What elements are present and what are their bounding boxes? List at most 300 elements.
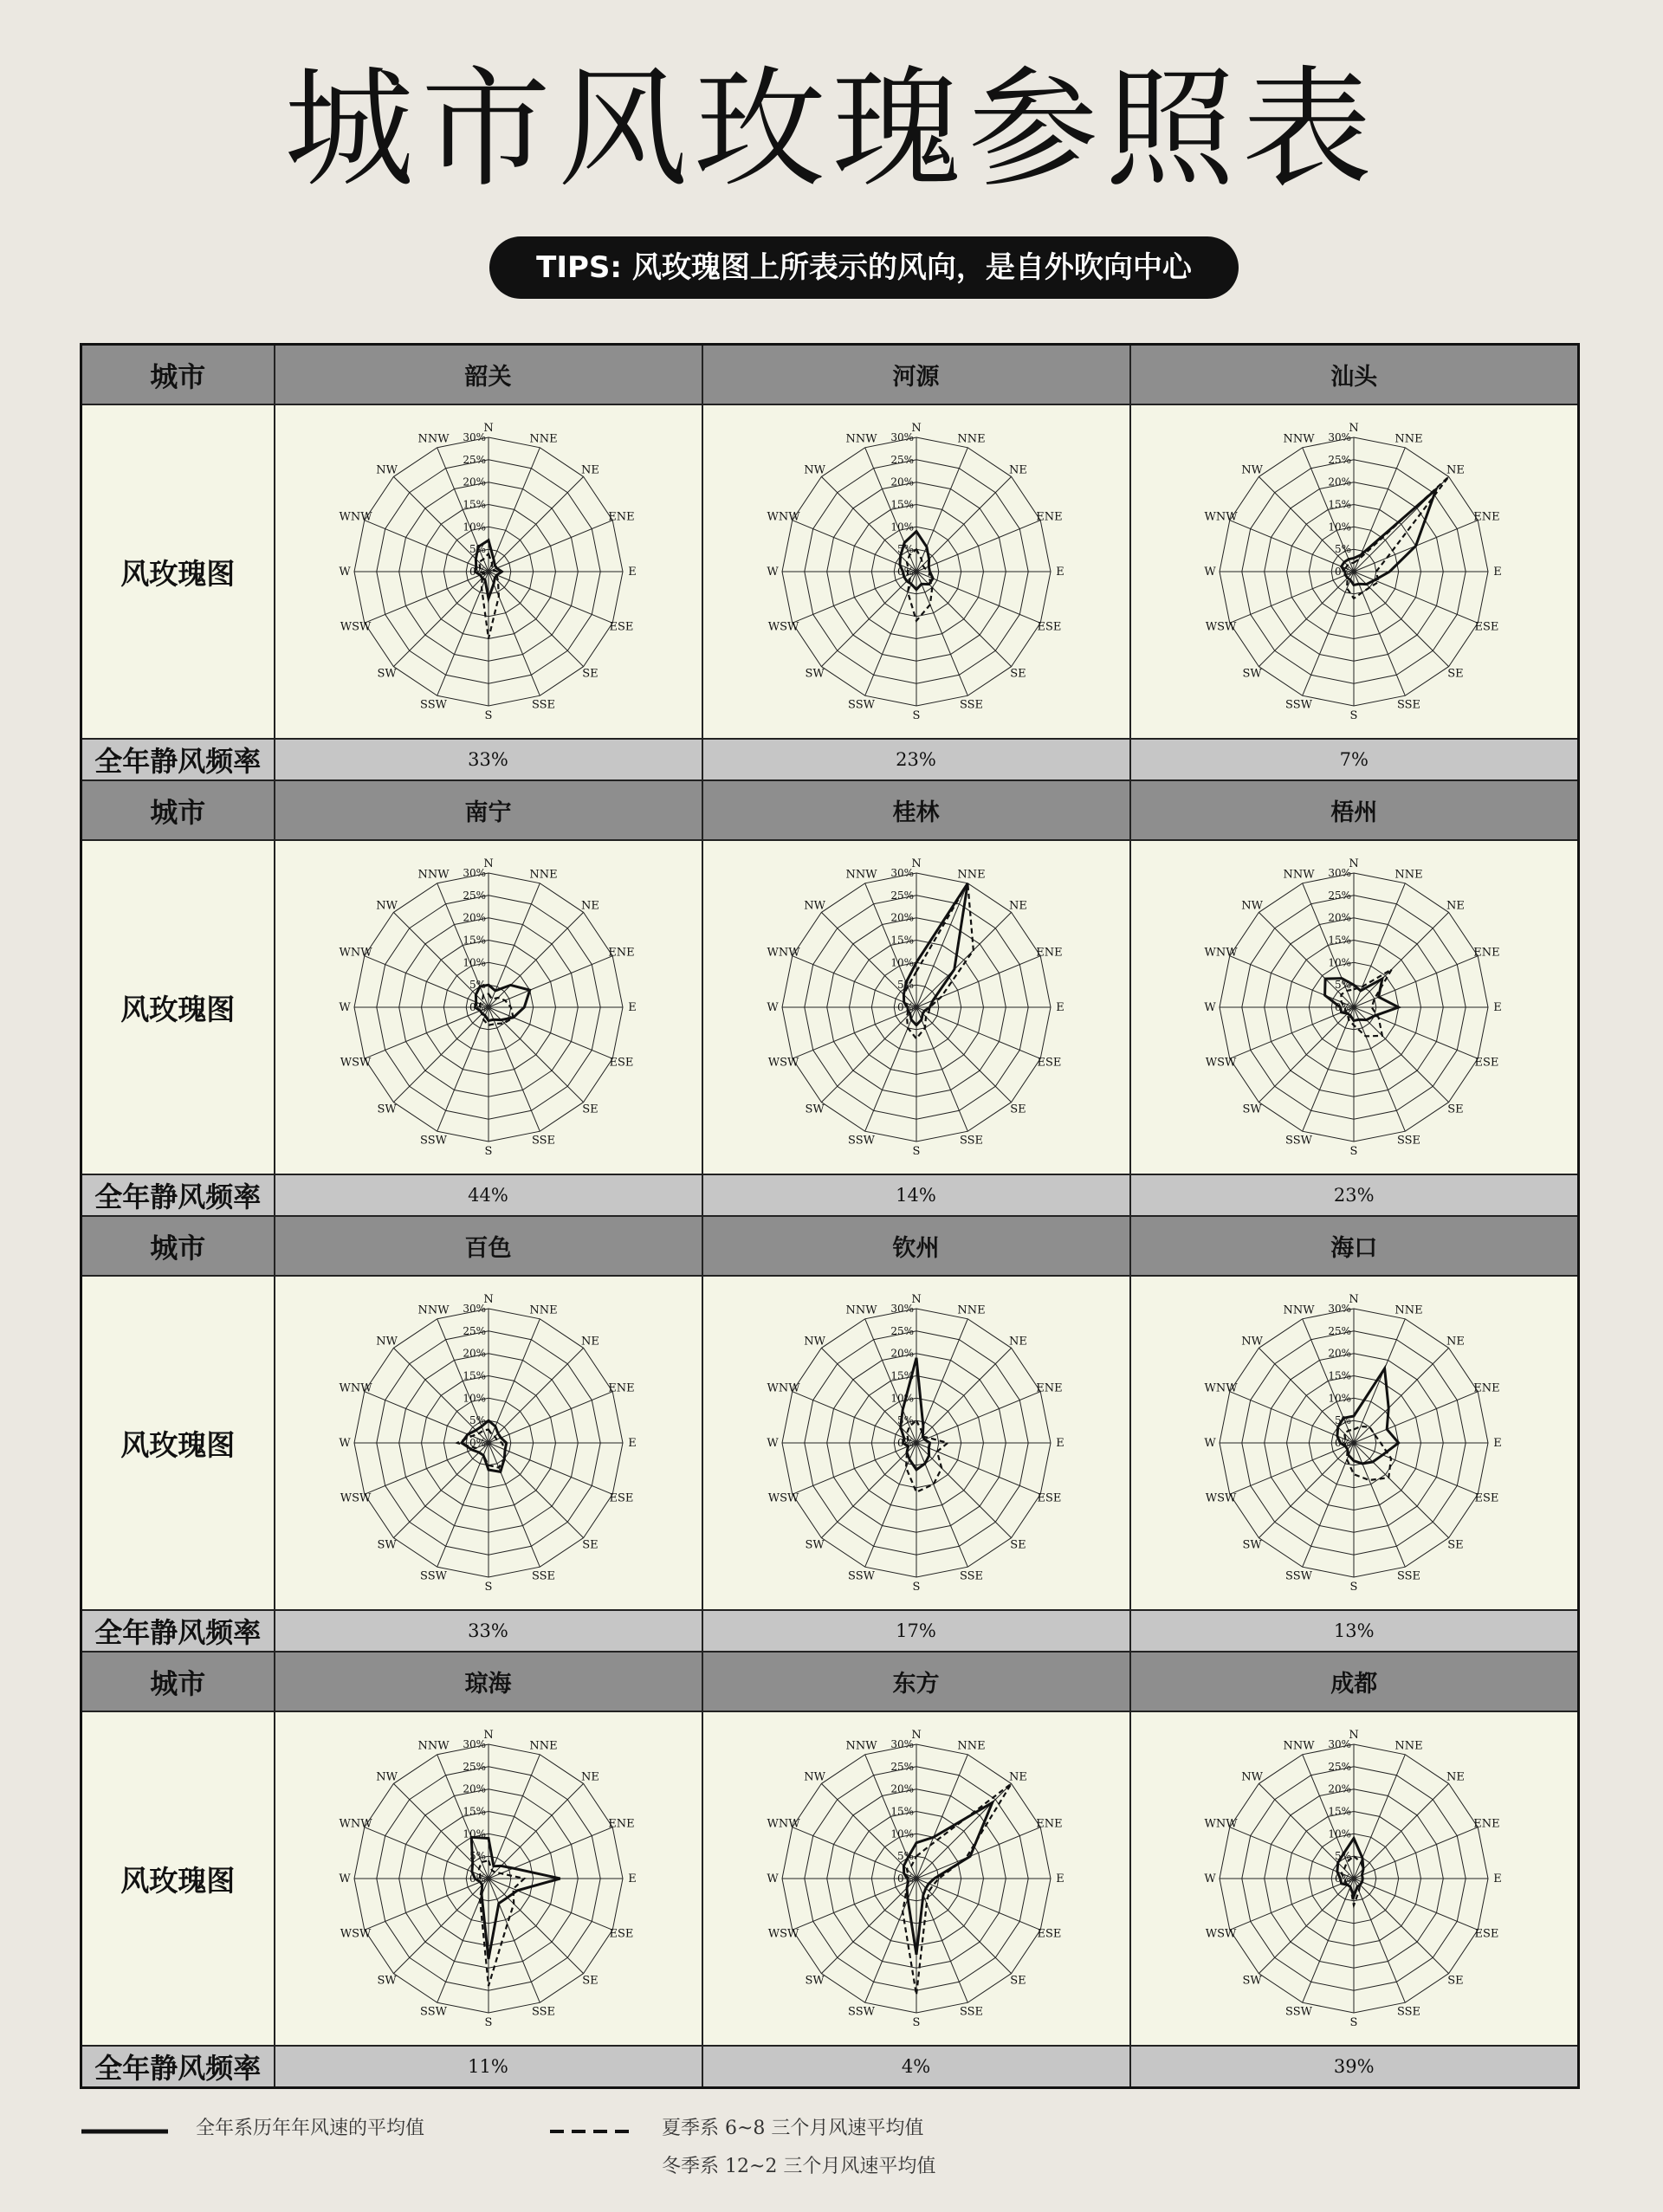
direction-label: SW: [376, 1974, 397, 1988]
grid-spoke: [821, 1879, 916, 1974]
ring-label: 10%: [462, 1392, 486, 1405]
direction-label: E: [1493, 1437, 1502, 1450]
direction-label: WNW: [339, 510, 372, 524]
direction-label: SE: [1009, 667, 1026, 681]
direction-label: ENE: [1473, 946, 1500, 960]
direction-label: S: [1349, 1145, 1358, 1158]
rose-cell: [1130, 404, 1579, 739]
ring-label: 30%: [1328, 1303, 1352, 1315]
wind-rose-chart: [1204, 1727, 1502, 2030]
direction-label: NW: [1241, 899, 1264, 913]
direction-label: SE: [581, 1974, 599, 1988]
calm-frequency-value: 33%: [275, 1610, 702, 1652]
grid-spoke: [916, 521, 1040, 572]
ring-label: 30%: [462, 1303, 486, 1315]
rose-cell: [275, 840, 702, 1174]
grid-spoke: [792, 1879, 916, 1930]
direction-label: NW: [375, 1335, 398, 1349]
calm-frequency-value: 33%: [275, 739, 702, 780]
calm-frequency-value: 44%: [275, 1174, 702, 1216]
direction-label: WSW: [1206, 1491, 1237, 1505]
direction-label: WNW: [339, 1817, 372, 1831]
ring-label: 15%: [890, 1805, 914, 1818]
direction-label: ENE: [607, 1381, 635, 1395]
direction-label: NNE: [528, 868, 558, 882]
wind-rose-table: [80, 343, 1580, 2089]
direction-label: SW: [376, 1538, 397, 1552]
ring-label: 10%: [462, 521, 486, 534]
calm-frequency-value: 23%: [1130, 1174, 1579, 1216]
grid-spoke: [1354, 1392, 1478, 1443]
direction-label: SSW: [1285, 1569, 1313, 1583]
ring-label: 15%: [1328, 498, 1352, 511]
direction-label: W: [338, 1872, 351, 1885]
direction-label: WSW: [340, 1491, 371, 1505]
direction-label: ENE: [1035, 510, 1063, 524]
direction-label: NE: [1446, 463, 1466, 477]
wind-rose-chart: [1204, 856, 1502, 1159]
grid-spoke: [916, 1007, 967, 1131]
wind-rose-chart: [338, 1291, 637, 1594]
rose-cell: [275, 404, 702, 739]
grid-spoke: [1354, 1783, 1449, 1879]
direction-label: E: [1493, 1872, 1502, 1885]
direction-label: W: [1204, 566, 1216, 579]
direction-label: SW: [804, 667, 825, 681]
direction-label: N: [910, 857, 922, 870]
direction-label: SW: [1242, 1974, 1262, 1988]
direction-label: ENE: [607, 1817, 635, 1831]
direction-label: SSW: [1285, 2005, 1313, 2019]
grid-spoke: [916, 476, 1012, 572]
wind-rose-chart: [766, 856, 1064, 1159]
ring-label: 15%: [1328, 1805, 1352, 1818]
grid-spoke: [1303, 1879, 1354, 2002]
rose-cell: [275, 1711, 702, 2046]
ring-label: 5%: [469, 979, 486, 992]
direction-label: NNW: [844, 868, 877, 882]
direction-label: NE: [1008, 463, 1027, 477]
ring-label: 25%: [1328, 1760, 1352, 1773]
calm-row-label: 全年静风频率: [81, 1174, 275, 1216]
ring-label: 20%: [1328, 911, 1352, 924]
direction-label: SW: [376, 667, 397, 681]
ring-label: 20%: [890, 1347, 914, 1360]
city-header-label: 城市: [81, 1216, 275, 1276]
direction-label: SE: [1447, 667, 1464, 681]
ring-label: 0%: [896, 1437, 914, 1449]
grid-spoke: [489, 1443, 540, 1567]
city-header-label: 城市: [81, 345, 275, 405]
grid-spoke: [916, 1443, 967, 1567]
direction-label: SE: [1447, 1974, 1464, 1988]
direction-label: NNE: [956, 1303, 986, 1317]
direction-label: WNW: [1204, 510, 1238, 524]
direction-label: SSE: [531, 1569, 555, 1583]
direction-label: NNE: [1394, 1303, 1423, 1317]
rose-row-label: 风玫瑰图: [81, 840, 275, 1174]
direction-label: SSW: [847, 698, 875, 712]
grid-spoke: [1303, 1443, 1354, 1567]
ring-label: 5%: [1335, 1850, 1352, 1863]
ring-label: 30%: [462, 1738, 486, 1750]
summer-series-line: [903, 1783, 1011, 1995]
ring-label: 0%: [896, 1872, 914, 1885]
grid-spoke: [489, 572, 540, 695]
grid-spoke: [1354, 1879, 1449, 1974]
city-name: 南宁: [275, 780, 702, 840]
ring-label: 0%: [1335, 1001, 1352, 1013]
city-name: 汕头: [1130, 345, 1579, 405]
direction-label: S: [484, 2016, 492, 2029]
grid-spoke: [393, 572, 489, 667]
direction-label: NNW: [417, 868, 450, 882]
direction-label: SSW: [419, 2005, 447, 2019]
direction-label: NE: [1008, 1335, 1027, 1349]
ring-label: 25%: [462, 453, 486, 466]
direction-label: WSW: [340, 1056, 371, 1070]
direction-label: SSE: [959, 698, 983, 712]
direction-label: E: [627, 1001, 637, 1014]
direction-label: ESE: [608, 620, 633, 634]
direction-label: NNE: [528, 1739, 558, 1753]
direction-label: W: [1204, 1001, 1216, 1014]
ring-label: 25%: [1328, 889, 1352, 902]
grid-spoke: [1354, 1443, 1405, 1567]
direction-label: WSW: [767, 1927, 799, 1941]
direction-label: S: [912, 1145, 920, 1158]
direction-label: NW: [375, 1770, 398, 1784]
grid-spoke: [864, 1443, 916, 1567]
ring-label: 5%: [1335, 543, 1352, 556]
direction-label: ESE: [1474, 1056, 1499, 1070]
grid-spoke: [489, 572, 584, 667]
ring-label: 10%: [890, 521, 914, 534]
direction-label: SW: [1242, 667, 1262, 681]
direction-label: NNW: [1283, 1303, 1315, 1317]
direction-label: W: [338, 566, 351, 579]
direction-label: SSW: [847, 1569, 875, 1583]
direction-label: WNW: [767, 1381, 800, 1395]
grid-spoke: [821, 1007, 916, 1103]
ring-label: 15%: [1328, 1369, 1352, 1382]
grid-spoke: [1354, 572, 1405, 695]
grid-spoke: [1230, 1443, 1354, 1494]
grid-spoke: [364, 1007, 488, 1058]
ring-label: 30%: [890, 1303, 914, 1315]
direction-label: NE: [1008, 899, 1027, 913]
ring-label: 15%: [462, 1805, 486, 1818]
direction-label: SSW: [1285, 698, 1313, 712]
grid-spoke: [864, 1007, 916, 1131]
ring-label: 20%: [462, 911, 486, 924]
direction-label: SSE: [959, 2005, 983, 2019]
grid-spoke: [1354, 912, 1449, 1007]
direction-label: SSW: [419, 1569, 447, 1583]
direction-label: NW: [375, 463, 398, 477]
direction-label: E: [1055, 1872, 1064, 1885]
calm-row-label: 全年静风频率: [81, 1610, 275, 1652]
grid-spoke: [1354, 572, 1449, 667]
ring-label: 20%: [1328, 475, 1352, 488]
direction-label: E: [627, 1872, 637, 1885]
direction-label: ENE: [1473, 1817, 1500, 1831]
ring-label: 0%: [469, 566, 486, 578]
calm-frequency-value: 39%: [1130, 2046, 1579, 2088]
grid-spoke: [1259, 1443, 1355, 1538]
rose-cell: [1130, 1711, 1579, 2046]
ring-label: 10%: [462, 956, 486, 969]
grid-spoke: [1354, 1879, 1405, 2002]
direction-label: SSE: [531, 698, 555, 712]
ring-label: 0%: [896, 1001, 914, 1013]
direction-label: W: [338, 1001, 351, 1014]
direction-label: ESE: [1036, 1927, 1061, 1941]
direction-label: SW: [804, 1538, 825, 1552]
direction-label: NE: [580, 1770, 599, 1784]
direction-label: WNW: [339, 946, 372, 960]
grid-spoke: [1303, 572, 1354, 695]
calm-row-label: 全年静风频率: [81, 739, 275, 780]
grid-spoke: [489, 1348, 584, 1443]
direction-label: SSE: [1397, 2005, 1421, 2019]
grid-spoke: [489, 1443, 612, 1494]
grid-spoke: [916, 912, 1012, 1007]
ring-label: 20%: [1328, 1782, 1352, 1795]
grid-spoke: [489, 1007, 540, 1131]
ring-label: 30%: [1328, 867, 1352, 879]
direction-label: WSW: [1206, 620, 1237, 634]
grid-spoke: [916, 1392, 1040, 1443]
grid-spoke: [1354, 1007, 1449, 1103]
direction-label: ESE: [1036, 620, 1061, 634]
ring-label: 25%: [462, 1324, 486, 1337]
ring-label: 20%: [890, 1782, 914, 1795]
direction-label: SSE: [959, 1134, 983, 1148]
grid-spoke: [1354, 1443, 1478, 1494]
direction-label: ESE: [608, 1491, 633, 1505]
ring-label: 5%: [896, 1850, 914, 1863]
direction-label: S: [912, 709, 920, 722]
ring-label: 30%: [462, 867, 486, 879]
grid-spoke: [1354, 1879, 1478, 1930]
direction-label: N: [910, 1729, 922, 1742]
legend-summer-label: 夏季系 6~8 三个月风速平均值: [662, 2118, 924, 2139]
ring-label: 5%: [469, 543, 486, 556]
grid-spoke: [792, 1007, 916, 1058]
grid-spoke: [916, 1755, 967, 1879]
direction-label: W: [766, 566, 779, 579]
direction-label: WSW: [767, 620, 799, 634]
grid-spoke: [792, 1443, 916, 1494]
direction-label: S: [484, 1145, 492, 1158]
direction-label: SE: [1447, 1538, 1464, 1552]
ring-label: 25%: [462, 1760, 486, 1773]
grid-spoke: [1230, 572, 1354, 623]
wind-rose-chart: [766, 1727, 1064, 2030]
direction-label: SE: [1009, 1538, 1026, 1552]
grid-spoke: [489, 448, 540, 572]
ring-label: 25%: [1328, 453, 1352, 466]
tips-banner: TIPS: 风玫瑰图上所表示的风向，是自外吹向中心: [489, 236, 1239, 299]
direction-label: WSW: [340, 1927, 371, 1941]
direction-label: W: [1204, 1437, 1216, 1450]
direction-label: NNE: [528, 1303, 558, 1317]
legend-winter-label: 冬季系 12~2 三个月风速平均值: [662, 2156, 936, 2177]
ring-label: 15%: [1328, 934, 1352, 947]
grid-spoke: [1303, 1007, 1354, 1131]
direction-label: E: [1055, 1437, 1064, 1450]
direction-label: SSE: [1397, 1134, 1421, 1148]
direction-label: ESE: [608, 1056, 633, 1070]
direction-label: NNW: [844, 432, 877, 446]
rose-row-label: 风玫瑰图: [81, 1711, 275, 2046]
direction-label: ENE: [1473, 510, 1500, 524]
direction-label: SE: [581, 1538, 599, 1552]
ring-label: 5%: [469, 1850, 486, 1863]
direction-label: NNW: [1283, 868, 1315, 882]
grid-spoke: [1230, 1007, 1354, 1058]
direction-label: NE: [580, 899, 599, 913]
grid-spoke: [916, 1879, 1040, 1930]
direction-label: NE: [1446, 899, 1466, 913]
city-name: 海口: [1130, 1216, 1579, 1276]
ring-label: 10%: [890, 1827, 914, 1840]
ring-label: 25%: [890, 889, 914, 902]
page-title: 城市风玫瑰参照表: [283, 55, 1379, 205]
ring-label: 5%: [1335, 1414, 1352, 1427]
direction-label: WSW: [1206, 1056, 1237, 1070]
direction-label: N: [1349, 422, 1359, 435]
grid-spoke: [1259, 1007, 1355, 1103]
direction-label: NE: [1446, 1335, 1466, 1349]
direction-label: SSW: [419, 1134, 447, 1148]
grid-spoke: [489, 1879, 612, 1930]
direction-label: WSW: [340, 620, 371, 634]
grid-spoke: [916, 572, 967, 695]
direction-label: NW: [803, 463, 825, 477]
calm-row-label: 全年静风频率: [81, 2046, 275, 2088]
wind-rose-chart: [338, 856, 637, 1159]
grid-spoke: [1354, 1443, 1449, 1538]
grid-spoke: [1354, 1827, 1478, 1879]
ring-label: 0%: [1335, 1872, 1352, 1885]
direction-label: NW: [375, 899, 398, 913]
direction-label: NNE: [528, 432, 558, 446]
direction-label: SSE: [1397, 1569, 1421, 1583]
direction-label: W: [338, 1437, 351, 1450]
ring-label: 20%: [462, 1782, 486, 1795]
city-name: 韶关: [275, 345, 702, 405]
calm-frequency-value: 11%: [275, 2046, 702, 2088]
city-name: 桂林: [702, 780, 1130, 840]
direction-label: SSE: [1397, 698, 1421, 712]
city-name: 钦州: [702, 1216, 1130, 1276]
ring-label: 20%: [462, 475, 486, 488]
direction-label: NNE: [1394, 1739, 1423, 1753]
direction-label: SE: [1009, 1974, 1026, 1988]
grid-spoke: [792, 572, 916, 623]
grid-spoke: [916, 1007, 1012, 1103]
grid-spoke: [1230, 1879, 1354, 1930]
ring-label: 5%: [896, 543, 914, 556]
direction-label: WNW: [1204, 1381, 1238, 1395]
grid-spoke: [1259, 572, 1355, 667]
grid-spoke: [1354, 1007, 1478, 1058]
direction-label: W: [1204, 1872, 1216, 1885]
direction-label: WNW: [1204, 946, 1238, 960]
grid-spoke: [489, 912, 584, 1007]
direction-label: NNE: [1394, 868, 1423, 882]
calm-frequency-value: 23%: [702, 739, 1130, 780]
direction-label: WNW: [1204, 1817, 1238, 1831]
calm-frequency-value: 17%: [702, 1610, 1130, 1652]
direction-label: NNE: [956, 1739, 986, 1753]
direction-label: S: [1349, 1581, 1358, 1594]
direction-label: WSW: [767, 1491, 799, 1505]
rose-cell: [702, 1711, 1130, 2046]
ring-label: 0%: [896, 566, 914, 578]
direction-label: ENE: [1035, 1817, 1063, 1831]
ring-label: 30%: [890, 431, 914, 443]
ring-label: 20%: [1328, 1347, 1352, 1360]
grid-spoke: [916, 1007, 1040, 1058]
ring-label: 5%: [896, 1414, 914, 1427]
ring-label: 10%: [890, 1392, 914, 1405]
direction-label: NNW: [844, 1739, 877, 1753]
direction-label: ENE: [607, 946, 635, 960]
direction-label: WSW: [767, 1056, 799, 1070]
ring-label: 25%: [462, 889, 486, 902]
ring-label: 10%: [1328, 956, 1352, 969]
grid-spoke: [489, 1319, 540, 1443]
grid-spoke: [916, 1443, 1012, 1538]
calm-frequency-value: 4%: [702, 2046, 1130, 2088]
direction-label: SE: [581, 667, 599, 681]
summer-series-line: [906, 1420, 948, 1492]
grid-spoke: [489, 1443, 584, 1538]
direction-label: SW: [1242, 1103, 1262, 1116]
direction-label: SW: [376, 1103, 397, 1116]
ring-label: 20%: [890, 911, 914, 924]
direction-label: E: [1493, 1001, 1502, 1014]
ring-label: 5%: [469, 1414, 486, 1427]
rose-cell: [702, 404, 1130, 739]
ring-label: 5%: [1335, 979, 1352, 992]
city-name: 成都: [1130, 1652, 1579, 1711]
direction-label: NNW: [1283, 432, 1315, 446]
grid-spoke: [489, 1879, 540, 2002]
direction-label: SE: [581, 1103, 599, 1116]
ring-label: 30%: [890, 867, 914, 879]
direction-label: SE: [1009, 1103, 1026, 1116]
rose-row-label: 风玫瑰图: [81, 1276, 275, 1610]
ring-label: 10%: [1328, 1827, 1352, 1840]
grid-spoke: [364, 1879, 488, 1930]
direction-label: W: [766, 1001, 779, 1014]
direction-label: NNE: [1394, 432, 1423, 446]
direction-label: NNW: [417, 432, 450, 446]
ring-label: 25%: [1328, 1324, 1352, 1337]
legend-solid-label: 全年系历年年风速的平均值: [196, 2118, 425, 2139]
city-header-label: 城市: [81, 780, 275, 840]
direction-label: ENE: [607, 510, 635, 524]
direction-label: NNE: [956, 432, 986, 446]
rose-cell: [702, 840, 1130, 1174]
direction-label: E: [627, 566, 637, 579]
grid-spoke: [489, 1879, 584, 1974]
direction-label: ESE: [1036, 1491, 1061, 1505]
